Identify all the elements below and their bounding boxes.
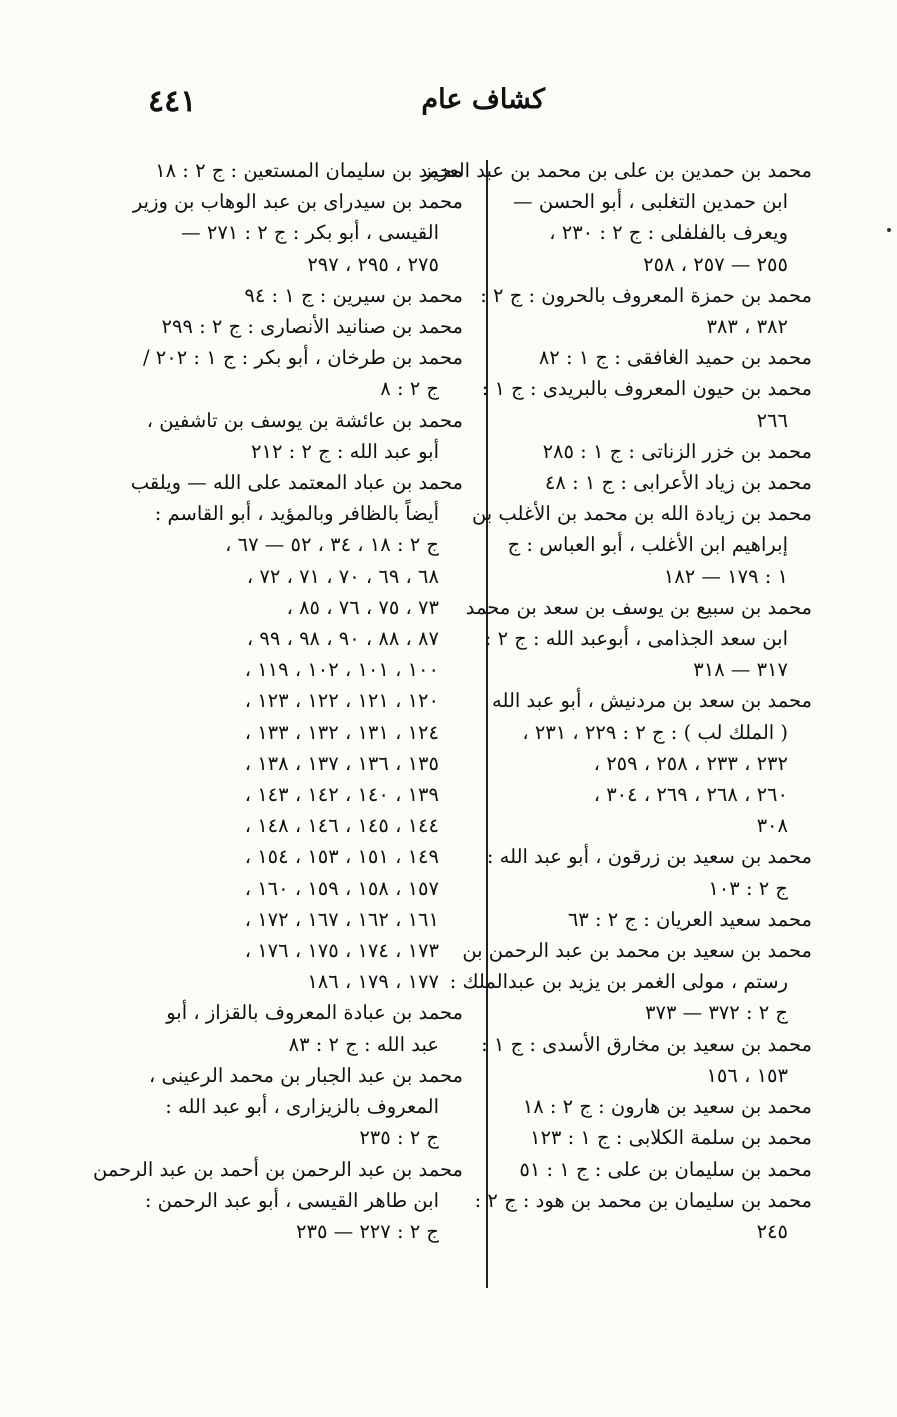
entry-heading-line: محمد بن طرخان ، أبو بكر : ج ١ : ٢٠٢ / <box>143 346 463 370</box>
entry-continuation-line: ٢٦٦ <box>756 408 788 432</box>
entry-heading-line: محمد بن عائشة بن يوسف بن تاشفين ، <box>146 408 463 432</box>
index-entry <box>497 1154 812 1185</box>
entry-continuation-line: ٢٤٥ <box>756 1219 788 1243</box>
entry-continuation-line: ١٤٤ ، ١٤٥ ، ١٤٦ ، ١٤٨ ، <box>244 814 439 838</box>
entry-continuation-line: ١ : ١٧٩ — ١٨٢ <box>663 564 788 588</box>
index-entry <box>471 498 812 592</box>
entry-continuation-line: أيضاً بالظافر وبالمؤيد ، أبو القاسم : <box>154 502 439 526</box>
entry-continuation-line: ابن طاهر القيسى ، أبو عبد الرحمن : <box>144 1188 439 1212</box>
index-entry <box>148 155 463 186</box>
entry-heading-line: محمد بن سليمان بن محمد بن هود : ج ٢ : <box>474 1188 812 1212</box>
entry-continuation-line: ١٣٩ ، ١٤٠ ، ١٤٢ ، ١٤٣ ، <box>244 783 439 807</box>
entry-continuation-line: ١٣٥ ، ١٣٦ ، ١٣٧ ، ١٣٨ ، <box>244 751 439 775</box>
entry-heading-line: محمد بن حمدين بن على بن محمد بن عبد العزيز <box>422 159 812 182</box>
index-entry <box>143 342 463 404</box>
entry-continuation-line: ١٧٧ ، ١٧٩ ، ١٨٦ <box>307 970 439 994</box>
entry-continuation-line: ج ٢ : ١٠٣ <box>708 876 788 900</box>
entry-heading-line: محمد بن عبد الجبار بن محمد الرعينى ، <box>148 1063 463 1087</box>
entry-heading-line: محمد بن خزر الزناتى : ج ١ : ٢٨٥ <box>542 439 812 463</box>
index-entry <box>497 1122 812 1153</box>
entry-continuation-line: ٦٨ ، ٦٩ ، ٧٠ ، ٧١ ، ٧٢ ، <box>246 564 439 588</box>
entry-heading-line: محمد بن سعيد بن زرقون ، أبو عبد الله : <box>486 845 812 869</box>
entry-heading-line: محمد بن زيادة الله بن محمد بن الأغلب بن <box>471 502 812 526</box>
index-column-right <box>422 155 812 1247</box>
entry-continuation-line: ٢٦٠ ، ٢٦٨ ، ٢٦٩ ، ٣٠٤ ، <box>593 783 788 807</box>
index-entry <box>497 467 812 498</box>
page-number: ٤٤١ <box>148 84 197 119</box>
entry-continuation-line: ١٥٧ ، ١٥٨ ، ١٥٩ ، ١٦٠ ، <box>244 876 439 900</box>
entry-heading-line: محمد بن زياد الأعرابى : ج ١ : ٤٨ <box>544 471 812 495</box>
entry-continuation-line: ١٠٠ ، ١٠١ ، ١٠٢ ، ١١٩ ، <box>244 658 439 682</box>
entry-continuation-line: ١٢٤ ، ١٣١ ، ١٣٢ ، ١٣٣ ، <box>244 720 439 744</box>
entry-heading-line: محمد بن سيدراى بن عبد الوهاب بن وزير <box>132 190 463 214</box>
entry-continuation-line: ٣١٧ — ٣١٨ <box>693 658 788 682</box>
index-entry <box>481 373 812 435</box>
entry-heading-line: محمد بن عبادة المعروف بالقزاز ، أبو <box>166 1001 463 1025</box>
entry-heading-line: محمد بن سلمة الكلابى : ج ١ : ١٢٣ <box>529 1126 812 1150</box>
index-entry <box>449 935 812 1029</box>
entry-continuation-line: أبو عبد الله : ج ٢ : ٢١٢ <box>251 439 439 463</box>
index-entry <box>148 280 463 311</box>
running-title: كشاف عام <box>421 84 545 115</box>
entry-continuation-line: إبراهيم ابن الأغلب ، أبو العباس : ج <box>507 533 788 557</box>
entry-continuation-line: ١٢٠ ، ١٢١ ، ١٢٢ ، ١٢٣ ، <box>244 689 439 713</box>
entry-continuation-line: ج ٢ : ١٨ ، ٣٤ ، ٥٢ — ٦٧ ، <box>225 533 439 557</box>
index-entry <box>148 405 463 467</box>
entry-continuation-line: ٧٣ ، ٧٥ ، ٧٦ ، ٨٥ ، <box>286 595 439 619</box>
index-entry <box>481 1029 812 1091</box>
index-entry <box>130 467 463 997</box>
entry-continuation-line: المعروف بالزيزارى ، أبو عبد الله : <box>165 1095 439 1119</box>
index-entry <box>492 685 812 841</box>
index-entry <box>497 436 812 467</box>
entry-continuation-line: ٢٧٥ ، ٢٩٥ ، ٢٩٧ <box>307 252 439 276</box>
index-entry <box>465 592 812 686</box>
entry-heading-line: محمد بن سعيد بن محمد بن عبد الرحمن بن <box>462 939 812 963</box>
entry-continuation-line: ١٧٣ ، ١٧٤ ، ١٧٥ ، ١٧٦ ، <box>244 939 439 963</box>
index-entry <box>497 904 812 935</box>
entry-heading-line: محمد بن سعد بن مردنيش ، أبو عبد الله <box>492 689 812 713</box>
entry-heading-line: محمد بن سيرين : ج ١ : ٩٤ <box>244 283 463 307</box>
entry-continuation-line: رستم ، مولى الغمر بن يزيد بن عبدالملك : <box>449 970 788 994</box>
entry-continuation-line: ٢٣٢ ، ٢٣٣ ، ٢٥٨ ، ٢٥٩ ، <box>593 751 788 775</box>
entry-heading-line: محمد سعيد العريان : ج ٢ : ٦٣ <box>567 907 812 931</box>
entry-continuation-line: القيسى ، أبو بكر : ج ٢ : ٢٧١ — <box>181 221 439 245</box>
entry-heading-line: محمد بن حمزة المعروف بالحرون : ج ٢ : <box>480 283 812 307</box>
entry-continuation-line: ١٦١ ، ١٦٢ ، ١٦٧ ، ١٧٢ ، <box>244 907 439 931</box>
column-divider <box>486 160 488 1288</box>
entry-continuation-line: ( الملك لب ) : ج ٢ : ٢٢٩ ، ٢٣١ ، <box>522 720 788 744</box>
entry-continuation-line: ج ٢ : ٢٢٧ — ٢٣٥ <box>296 1219 439 1243</box>
entry-continuation-line: ابن سعد الجذامى ، أبوعبد الله : ج ٢ : <box>484 627 788 651</box>
entry-continuation-line: ويعرف بالفلفلى : ج ٢ : ٢٣٠ ، <box>549 221 788 245</box>
index-entry <box>132 186 463 280</box>
entry-heading-line: محمد بن عباد المعتمد على الله — ويلقب <box>130 471 463 495</box>
entry-continuation-line: ٣٠٨ <box>756 814 788 838</box>
index-entry <box>486 841 812 903</box>
index-entry <box>148 1060 463 1154</box>
index-entry <box>480 280 812 342</box>
entry-heading-line: محمد بن سليمان المستعين : ج ٢ : ١٨ <box>155 159 463 182</box>
page-header <box>140 80 545 130</box>
entry-continuation-line: ج ٢ : ٢٣٥ <box>359 1126 439 1150</box>
entry-continuation-line: ٨٧ ، ٨٨ ، ٩٠ ، ٩٨ ، ٩٩ ، <box>246 627 439 651</box>
entry-heading-line: محمد بن حيون المعروف بالبريدى : ج ١ : <box>481 377 812 401</box>
index-entry <box>148 997 463 1059</box>
entry-heading-line: محمد بن عبد الرحمن بن أحمد بن عبد الرحمن <box>92 1157 463 1181</box>
index-entry <box>422 155 812 280</box>
index-entry <box>92 1154 463 1248</box>
index-entry <box>497 342 812 373</box>
entry-heading-line: محمد بن سبيع بن يوسف بن سعد بن محمد <box>465 595 812 619</box>
ink-speck <box>887 228 891 232</box>
entry-continuation-line: ٢٥٥ — ٢٥٧ ، ٢٥٨ <box>643 252 788 276</box>
index-column-left <box>92 155 463 1247</box>
index-entry <box>497 1091 812 1122</box>
entry-continuation-line: ١٤٩ ، ١٥١ ، ١٥٣ ، ١٥٤ ، <box>244 845 439 869</box>
entry-continuation-line: ١٥٣ ، ١٥٦ <box>706 1063 788 1087</box>
entry-heading-line: محمد بن سعيد بن هارون : ج ٢ : ١٨ <box>522 1095 812 1119</box>
entry-continuation-line: عبد الله : ج ٢ : ٨٣ <box>288 1032 439 1056</box>
entry-heading-line: محمد بن سليمان بن على : ج ١ : ٥١ <box>519 1157 812 1181</box>
entry-continuation-line: ٣٨٢ ، ٣٨٣ <box>706 315 788 339</box>
entry-heading-line: محمد بن صنانيد الأنصارى : ج ٢ : ٢٩٩ <box>161 315 463 339</box>
entry-heading-line: محمد بن سعيد بن مخارق الأسدى : ج ١ : <box>481 1032 812 1056</box>
index-entry <box>474 1185 812 1247</box>
entry-continuation-line: ج ٢ : ٣٧٢ — ٣٧٣ <box>645 1001 788 1025</box>
index-entry <box>148 311 463 342</box>
entry-heading-line: محمد بن حميد الغافقى : ج ١ : ٨٢ <box>538 346 812 370</box>
entry-continuation-line: ج ٢ : ٨ <box>380 377 439 401</box>
entry-continuation-line: ابن حمدين التغلبى ، أبو الحسن — <box>513 190 788 214</box>
